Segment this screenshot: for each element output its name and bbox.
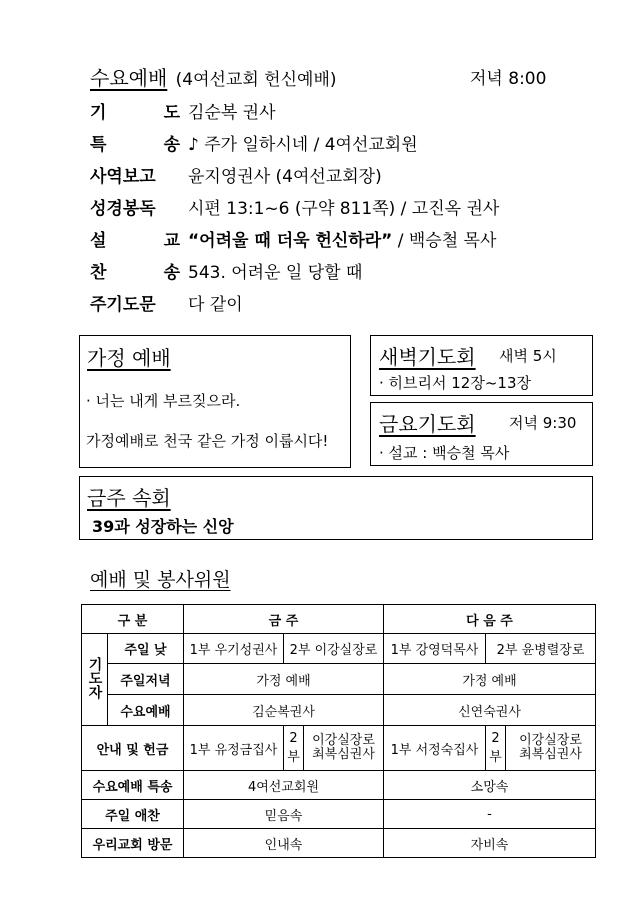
family-worship-title: 가정 예배 (87, 346, 171, 370)
header-next-week: 다 음 주 (384, 605, 596, 634)
order-row-prayer (90, 98, 276, 123)
service-committee-title: 예배 및 봉사위원 (90, 569, 231, 591)
dawn-prayer-line: · 히브리서 12장~13장 (379, 374, 531, 392)
cell: 소망속 (384, 771, 596, 800)
order-label: 사역보고 (90, 167, 156, 187)
order-label: 기 도 (90, 103, 180, 123)
row-label: 주일저녁 (108, 664, 184, 695)
friday-prayer-title: 금요기도회 (379, 412, 476, 436)
sermon-preacher: / 백승철 목사 (392, 231, 497, 251)
cell: 1부 유정금집사 (184, 726, 284, 771)
cell: 2부 윤병렬장로 (486, 634, 596, 664)
row-label: 주일 낮 (108, 634, 184, 664)
table-row (82, 771, 596, 800)
order-label: 성경봉독 (90, 199, 156, 219)
dawn-prayer-time: 새벽 5시 (499, 347, 557, 365)
friday-prayer-time: 저녁 9:30 (509, 414, 577, 432)
table-row (82, 634, 596, 664)
cell: 이강실장로 최복심권사 (304, 726, 384, 771)
order-value (188, 226, 496, 251)
cell-meeting-content: 39과 성장하는 신앙 (92, 517, 234, 536)
row-label: 우리교회 방문 (82, 829, 184, 858)
header-this-week: 금 주 (184, 605, 384, 634)
cell: 인내속 (184, 829, 384, 858)
wednesday-time: 저녁 8:00 (470, 69, 547, 89)
order-value: 다 같이 (188, 295, 243, 315)
order-row-lords-prayer (90, 290, 243, 315)
cell: - (384, 800, 596, 829)
cell: 2부 (486, 726, 506, 771)
row-label: 안내 및 헌금 (82, 726, 184, 771)
cell: 2부 이강실장로 (284, 634, 384, 664)
cell: 이강실장로 최복심권사 (506, 726, 596, 771)
table-header-row (82, 605, 596, 634)
cell-meeting-title: 금주 속회 (87, 486, 171, 510)
order-row-ministry-report (90, 162, 382, 187)
dawn-prayer-box (370, 335, 593, 396)
order-value: ♪ 주가 일하시네 / 4여선교회원 (188, 135, 418, 155)
header-category: 구 분 (82, 605, 184, 634)
order-value: 시편 13:1~6 (구약 811쪽) / 고진옥 권사 (188, 199, 500, 219)
order-label: 주기도문 (90, 295, 156, 315)
table-row (82, 695, 596, 726)
order-value: 543. 어려운 일 당할 때 (188, 263, 363, 283)
order-row-special-song (90, 130, 418, 155)
prayer-group-label: 기도자 (82, 634, 108, 726)
cell: 4여선교회원 (184, 771, 384, 800)
order-label: 설 교 (90, 231, 180, 251)
row-label: 수요예배 특송 (82, 771, 184, 800)
cell: 2부 (284, 726, 304, 771)
cell: 가정 예배 (384, 664, 596, 695)
cell: 자비속 (384, 829, 596, 858)
family-worship-line1: · 너는 내게 부르짖으라. (86, 392, 241, 410)
table-row (82, 726, 596, 771)
order-row-hymn (90, 258, 362, 283)
cell: 김순복권사 (184, 695, 384, 726)
wednesday-title: 수요예배 (90, 66, 168, 90)
cell: 1부 강영덕목사 (384, 634, 486, 664)
cell: 신연숙권사 (384, 695, 596, 726)
order-label: 찬 송 (90, 263, 180, 283)
wednesday-subtitle: (4여선교회 헌신예배) (175, 70, 337, 90)
friday-prayer-box (370, 402, 593, 466)
order-label: 특 송 (90, 135, 180, 155)
sermon-title: “어려울 때 더욱 헌신하라” (188, 231, 393, 251)
cell: 1부 우기성권사 (184, 634, 284, 664)
table-row (82, 800, 596, 829)
order-value: 김순복 권사 (188, 103, 276, 123)
family-worship-box (79, 335, 351, 468)
friday-prayer-line: · 설교 : 백승철 목사 (379, 444, 510, 462)
cell: 믿음속 (184, 800, 384, 829)
order-value: 윤지영권사 (4여선교회장) (188, 167, 382, 187)
service-committee-table (81, 604, 596, 858)
cell: 가정 예배 (184, 664, 384, 695)
table-row (82, 829, 596, 858)
dawn-prayer-title: 새벽기도회 (379, 345, 476, 369)
order-row-sermon (90, 226, 496, 251)
cell-meeting-box (79, 476, 593, 540)
table-row (82, 664, 596, 695)
row-label: 수요예배 (108, 695, 184, 726)
wednesday-service-title (90, 62, 337, 91)
family-worship-line2: 가정예배로 천국 같은 가정 이룹시다! (86, 432, 329, 450)
row-label: 주일 애찬 (82, 800, 184, 829)
order-row-scripture (90, 194, 499, 219)
cell: 1부 서정숙집사 (384, 726, 486, 771)
